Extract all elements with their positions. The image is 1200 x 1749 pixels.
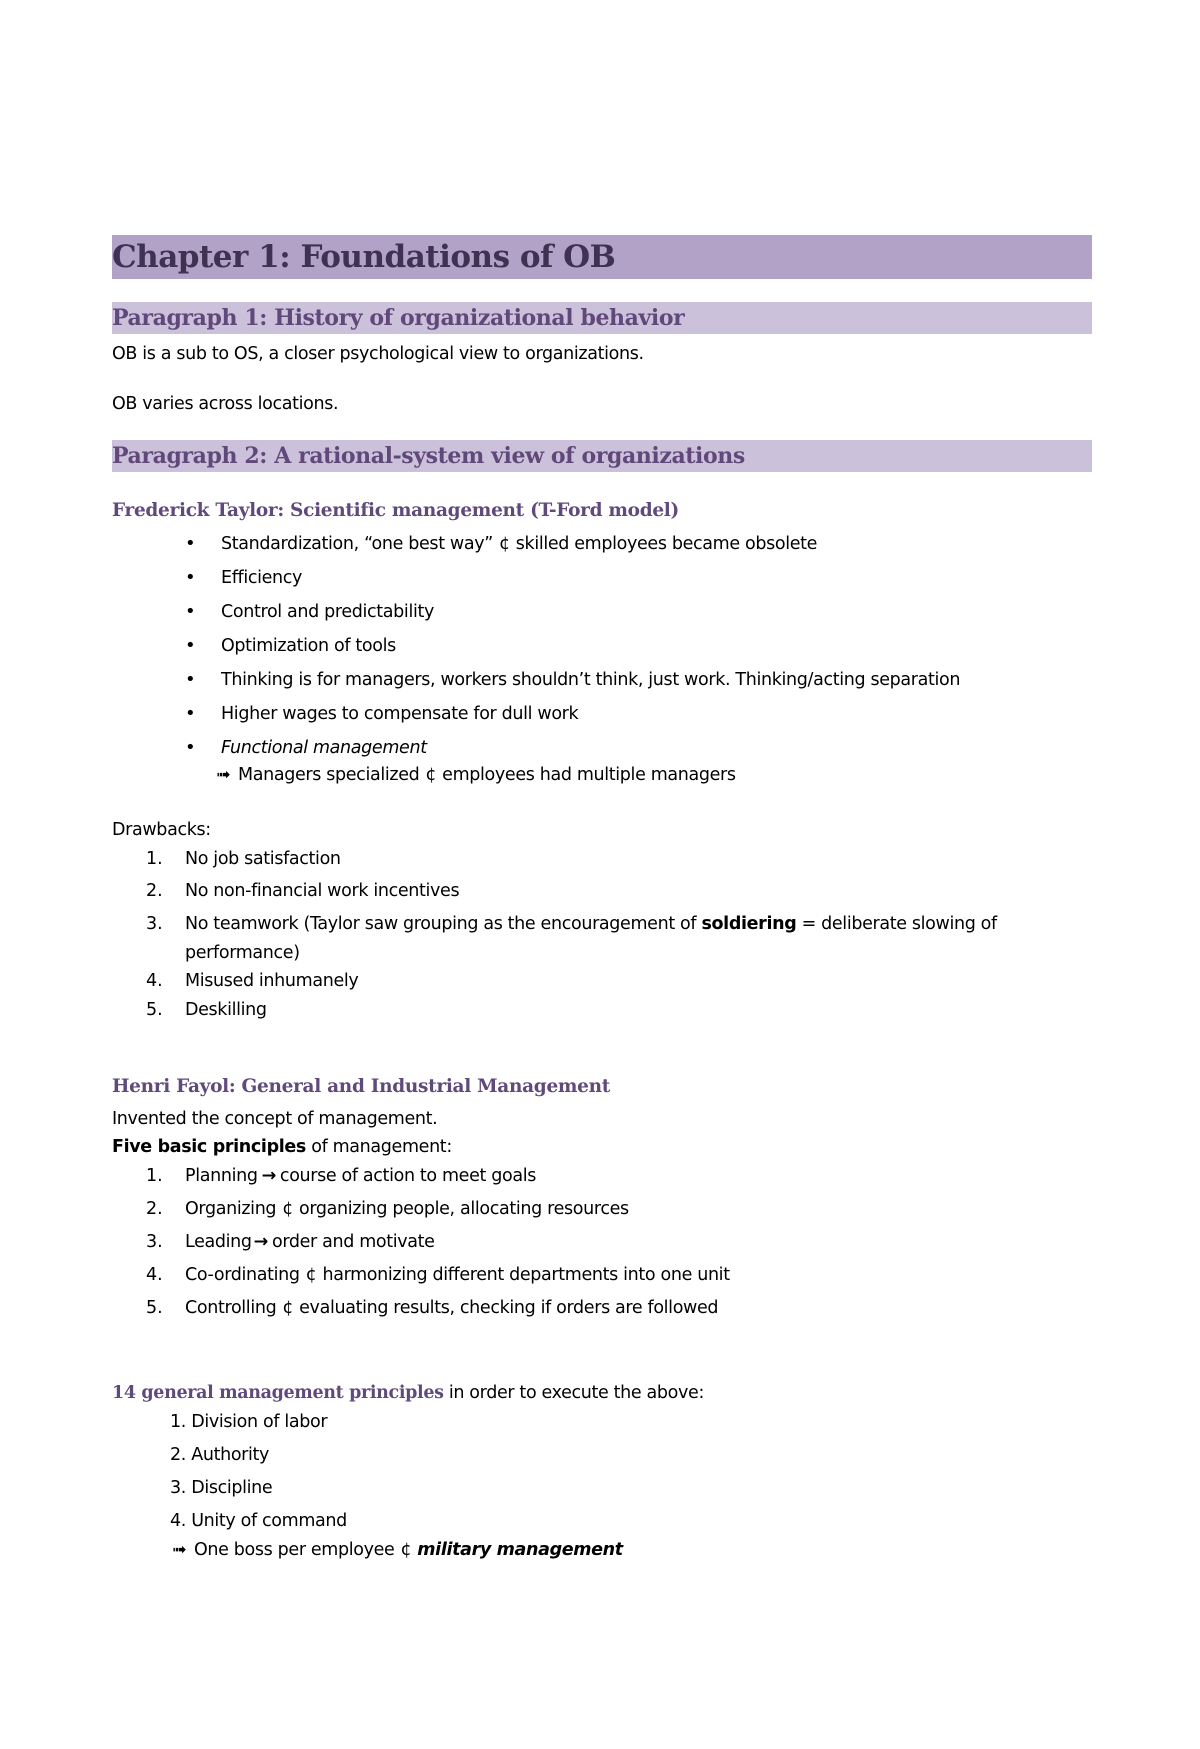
bullet-dot: • xyxy=(185,635,196,656)
principle-text: order and motivate xyxy=(271,1232,435,1252)
principle-text: Planning xyxy=(185,1166,258,1186)
drawback-item: No non-financial work incentives xyxy=(185,881,460,901)
bullet-item: Control and predictability xyxy=(221,602,434,622)
bullet-text: skilled employees became obsolete xyxy=(515,534,818,554)
drawback-item: Misused inhumanely xyxy=(185,971,359,991)
general-principle-item: 2. Authority xyxy=(170,1445,270,1465)
general-principle-item: 1. Division of labor xyxy=(170,1412,328,1432)
sub-bullet-item xyxy=(172,1536,623,1564)
list-number: 4. xyxy=(146,1265,163,1285)
principle-item xyxy=(185,1261,730,1289)
general-principles-text: in order to execute the above: xyxy=(443,1383,704,1403)
bullet-item: Higher wages to compensate for dull work xyxy=(221,704,579,724)
drawback-text: = deliberate slowing of xyxy=(796,914,997,934)
body-line: OB varies across locations. xyxy=(112,394,339,414)
paragraph-1-heading: Paragraph 1: History of organizational behavior xyxy=(112,302,1092,334)
list-number: 2. xyxy=(146,1199,163,1219)
sub-text: employees had multiple managers xyxy=(442,765,736,785)
body-line: OB is a sub to OS, a closer psychological view to organizations. xyxy=(112,344,644,364)
drawback-continuation: performance) xyxy=(185,943,300,963)
principle-text: course of action to meet goals xyxy=(279,1166,536,1186)
bullet-dot: • xyxy=(185,601,196,622)
arrow-symbol: ¢ xyxy=(425,765,437,785)
bullet-item xyxy=(221,530,817,558)
drawback-term: soldiering xyxy=(701,914,797,934)
bullet-dot: • xyxy=(185,567,196,588)
arrow-symbol: ¢ xyxy=(282,1199,293,1219)
principle-item xyxy=(185,1162,536,1190)
taylor-heading: Frederick Taylor: Scientific management (T-Ford model) xyxy=(112,500,679,521)
bullet-item: Thinking is for managers, workers shouldn’t think, just work. Thinking/acting separation xyxy=(221,670,961,690)
list-number: 3. xyxy=(146,914,163,934)
general-principle-item: 4. Unity of command xyxy=(170,1511,347,1531)
bullet-dot: • xyxy=(185,703,196,724)
drawback-text: No teamwork (Taylor saw grouping as the encouragement of xyxy=(185,914,702,934)
sub-emphasis: military management xyxy=(417,1540,623,1560)
drawback-item: No job satisfaction xyxy=(185,849,341,869)
principles-intro-text: of management: xyxy=(306,1137,452,1157)
list-number: 5. xyxy=(146,1298,163,1318)
bullet-text: Standardization, “one best way” xyxy=(221,534,493,554)
sub-arrow-icon: ➟ xyxy=(216,765,231,785)
paragraph-2-heading: Paragraph 2: A rational-system view of organizations xyxy=(112,440,1092,472)
list-number: 3. xyxy=(146,1232,163,1252)
principle-text: Leading xyxy=(185,1232,252,1252)
arrow-symbol: → xyxy=(261,1166,276,1186)
drawbacks-label: Drawbacks: xyxy=(112,820,211,840)
arrow-symbol: ¢ xyxy=(282,1298,294,1318)
principle-item xyxy=(185,1228,435,1256)
bullet-item: Functional management xyxy=(221,738,427,758)
sub-text: One boss per employee xyxy=(194,1540,395,1560)
principle-text: Co-ordinating xyxy=(185,1265,300,1285)
bullet-dot: • xyxy=(185,737,196,758)
arrow-symbol: ¢ xyxy=(305,1265,317,1285)
bullet-item: Efficiency xyxy=(221,568,303,588)
chapter-title: Chapter 1: Foundations of OB xyxy=(112,235,1092,279)
general-principles-title: 14 general management principles xyxy=(112,1383,444,1403)
principle-text: Organizing xyxy=(185,1199,277,1219)
principles-intro xyxy=(112,1133,452,1161)
bullet-dot: • xyxy=(185,533,196,554)
drawback-item: Deskilling xyxy=(185,1000,267,1020)
principle-item xyxy=(185,1195,629,1223)
fayol-intro: Invented the concept of management. xyxy=(112,1109,438,1129)
bullet-item: Optimization of tools xyxy=(221,636,396,656)
list-number: 1. xyxy=(146,849,163,869)
list-number: 1. xyxy=(146,1166,163,1186)
principle-text: harmonizing different departments into one unit xyxy=(322,1265,730,1285)
bullet-dot: • xyxy=(185,669,196,690)
general-principles-intro xyxy=(112,1379,704,1407)
arrow-symbol: ¢ xyxy=(400,1540,412,1560)
general-principle-item: 3. Discipline xyxy=(170,1478,273,1498)
principle-text: evaluating results, checking if orders are followed xyxy=(299,1298,719,1318)
principles-intro-bold: Five basic principles xyxy=(112,1137,306,1157)
sub-text: Managers specialized xyxy=(238,765,420,785)
sub-bullet-item xyxy=(216,761,736,789)
list-number: 5. xyxy=(146,1000,163,1020)
principle-text: Controlling xyxy=(185,1298,277,1318)
fayol-heading: Henri Fayol: General and Industrial Management xyxy=(112,1076,611,1097)
drawback-item xyxy=(185,910,997,938)
principle-text: organizing people, allocating resources xyxy=(299,1199,629,1219)
principle-item xyxy=(185,1294,718,1322)
arrow-symbol: ¢ xyxy=(498,534,510,554)
list-number: 2. xyxy=(146,881,163,901)
list-number: 4. xyxy=(146,971,163,991)
sub-arrow-icon: ➟ xyxy=(172,1540,187,1560)
arrow-symbol: → xyxy=(253,1232,268,1252)
